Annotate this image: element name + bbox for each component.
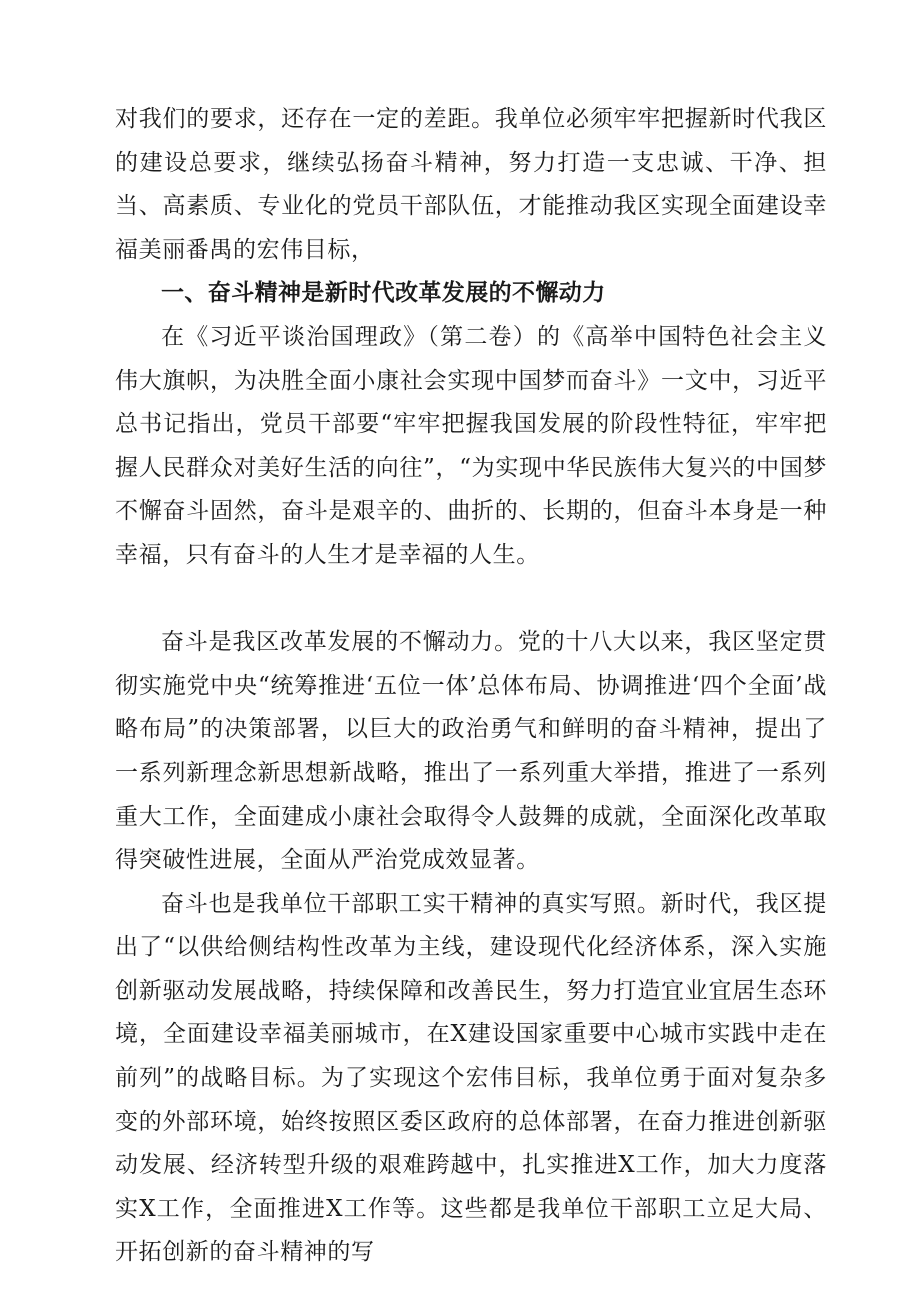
intro-paragraph: 对我们的要求，还存在一定的差距。我单位必须牢牢把握新时代我区的建设总要求，继续弘扬奋斗精神，努力打造一支忠诚、干净、担当、高素质、专业化的党员干部队伍，才能推动我区实现全面建设幸福美丽番禺的宏伟目标， [115, 106, 827, 263]
paragraph-spacer [115, 578, 827, 622]
paragraph-spirit: 奋斗也是我单位干部职工实干精神的真实写照。新时代，我区提出了“以供给侧结构性改革为主线，建设现代化经济体系，深入实施创新驱动发展战略，持续保障和改善民生，努力打造宜业宜居生态环境，全面建设幸福美丽城市，在X建设国家重要中心城市实践中走在前列”的战略目标。为了实现这个宏伟目标，我单位勇于面对复杂多变的外部环境，始终按照区委区政府的总体部署，在奋力推进创新驱动发展、经济转型升级的艰难跨越中，扎实推进X工作，加大力度落实X工作，全面推进X工作等。这些都是我单位干部职工立足大局、开拓创新的奋斗精神的写 [115, 890, 827, 1266]
paragraph-reform: 奋斗是我区改革发展的不懈动力。党的十八大以来，我区坚定贯彻实施党中央“统筹推进‘五位一体’总体布局、协调推进‘四个全面’战略布局”的决策部署，以巨大的政治勇气和鲜明的奋斗精神，提出了一系列新理念新思想新战略，推出了一系列重大举措，推进了一系列重大工作，全面建成小康社会取得令人鼓舞的成就，全面深化改革取得突破性进展，全面从严治党成效显著。 [115, 629, 827, 874]
paragraph-quote: 在《习近平谈治国理政》（第二卷）的《高举中国特色社会主义伟大旗帜，为决胜全面小康社会实现中国梦而奋斗》一文中，习近平总书记指出，党员干部要“牢牢把握我国发展的阶段性特征，牢牢把握人民群众对美好生活的向往”，“为实现中华民族伟大复兴的中国梦不懈奋斗固然，奋斗是艰辛的、曲折的、长期的，但奋斗本身是一种幸福，只有奋斗的人生才是幸福的人生。 [115, 323, 827, 568]
document-body [115, 98, 827, 1275]
section-heading: 一、奋斗精神是新时代改革发展的不懈动力 [161, 280, 606, 307]
